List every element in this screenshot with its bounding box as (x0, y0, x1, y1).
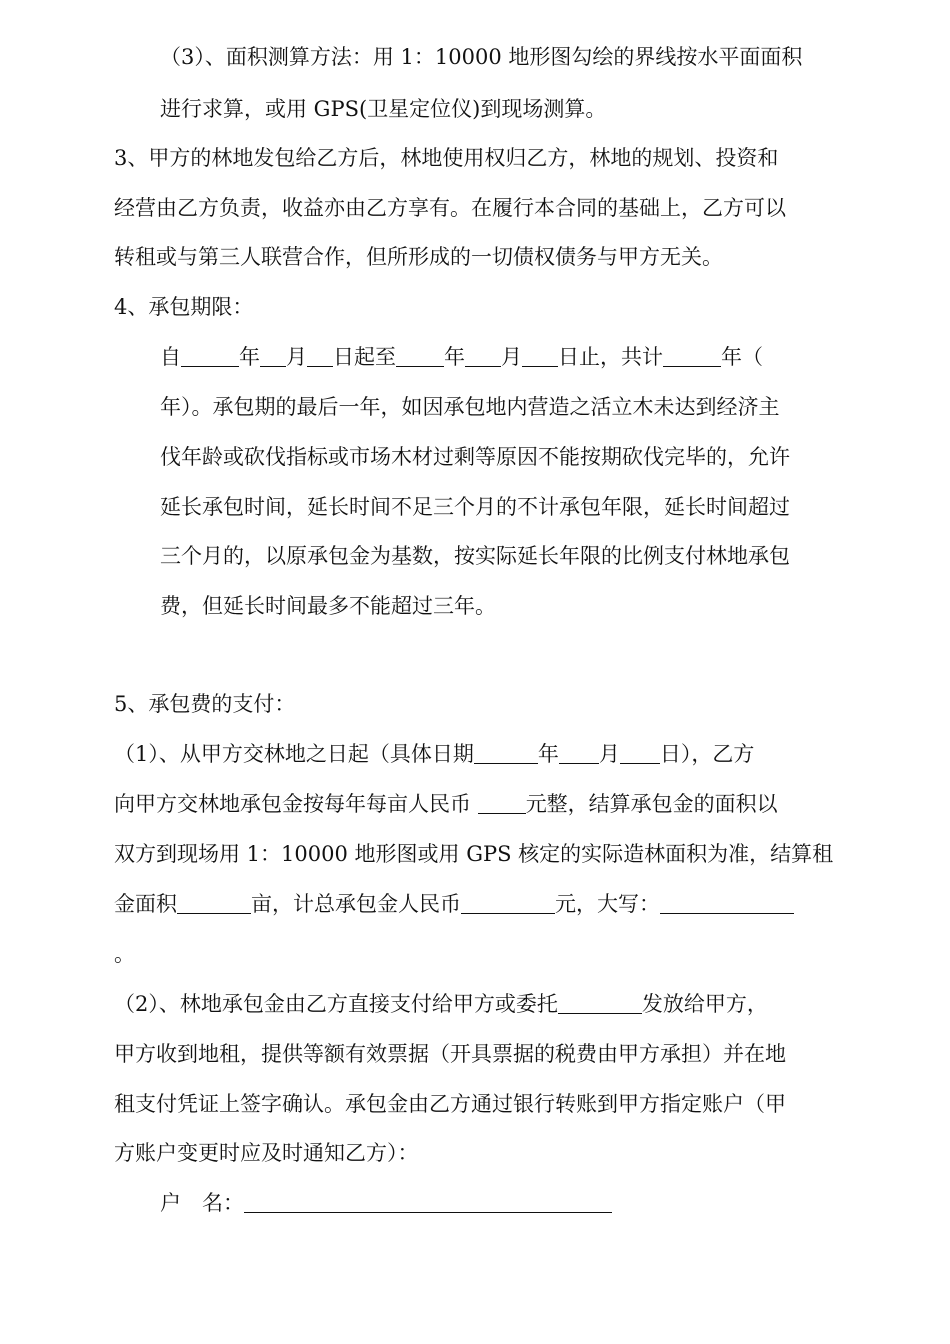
item-5-2-text-a: （2）、林地承包金由乙方直接支付给甲方或委托 (114, 992, 558, 1016)
delivery-year-blank (474, 741, 538, 764)
item-5-1-text-year: 年 (537, 742, 559, 766)
item-5-1-text-a: （1）、从甲方交林地之日起（具体日期 (114, 742, 474, 766)
term-text-to: 日起至 (333, 345, 396, 369)
item-5-2-line-1 (114, 989, 768, 1019)
item-5-1-line-2 (114, 789, 778, 819)
item-3-line-2: 经营由乙方负责，收益亦由乙方享有。在履行本合同的基础上，乙方可以 (114, 196, 786, 220)
item-4-line-5: 三个月的，以原承包金为基数，按实际延长年限的比例支付林地承包 (160, 544, 790, 568)
start-day-blank (307, 344, 333, 367)
end-day-blank (522, 344, 558, 367)
item-5-2-text-b: 发放给甲方， (641, 992, 768, 1016)
item-5-1-text-day: 日），乙方 (659, 742, 755, 766)
item-5-1-line-1 (114, 739, 754, 769)
item-5-1-text-month: 月 (598, 742, 620, 766)
rate-per-mu-blank (478, 791, 526, 814)
start-year-blank (181, 344, 239, 367)
delivery-day-blank (620, 741, 660, 764)
item-5-heading: 5、承包费的支付： (114, 692, 296, 716)
item-4-line-3: 伐年龄或砍伐指标或市场木材过剩等原因不能按期砍伐完毕的，允许 (160, 445, 790, 469)
item-5-1-line-4 (114, 889, 794, 919)
end-month-blank (465, 344, 501, 367)
item-5-2-line-4: 方账户变更时应及时通知乙方）： (114, 1141, 419, 1165)
item-4-line-6: 费，但延长时间最多不能超过三年。 (160, 594, 496, 618)
item-5-1-text-area: 金面积 (114, 892, 177, 916)
account-name-label: 户 名： (160, 1191, 244, 1215)
item-5-1-line-3: 双方到现场用 1：10000 地形图或用 GPS 核定的实际造林面积为准，结算租 (114, 842, 834, 866)
total-amount-blank (461, 891, 555, 914)
account-name-blank (244, 1190, 612, 1213)
term-text-total: 日止，共计 (558, 345, 663, 369)
total-years-blank (663, 344, 721, 367)
item-5-2-line-3: 租支付凭证上签字确认。承包金由乙方通过银行转账到甲方指定账户（甲 (114, 1092, 786, 1116)
account-name-line (160, 1188, 612, 1218)
item-5-1-text-uppercase: 元，大写： (555, 892, 660, 916)
item-4-heading: 4、承包期限： (114, 295, 254, 319)
term-text-month: 月 (286, 345, 307, 369)
amount-in-words-blank (660, 891, 794, 914)
item-4-line-4: 延长承包时间，延长时间不足三个月的不计承包年限，延长时间超过 (160, 495, 790, 519)
entrusted-party-blank (558, 991, 642, 1014)
area-mu-blank (177, 891, 251, 914)
item-5-1-text-total: 亩，计总承包金人民币 (251, 892, 461, 916)
term-text-from: 自 (160, 345, 181, 369)
item-5-2-line-2: 甲方收到地租，提供等额有效票据（开具票据的税费由甲方承担）并在地 (114, 1042, 786, 1066)
item-4-term-line (160, 342, 763, 372)
term-text-year-3: 年（ (721, 345, 763, 369)
item-5-1-line-5: 。 (114, 942, 135, 966)
delivery-month-blank (559, 741, 599, 764)
item-3-line-3: 转租或与第三人联营合作，但所形成的一切债权债务与甲方无关。 (114, 245, 723, 269)
term-text-month-2: 月 (501, 345, 522, 369)
term-text-year: 年 (239, 345, 260, 369)
item-3-line-1: 3、甲方的林地发包给乙方后，林地使用权归乙方，林地的规划、投资和 (114, 146, 779, 170)
item-2-3-line-1: （3）、面积测算方法：用 1：10000 地形图勾绘的界线按水平面面积 (160, 45, 803, 69)
item-5-1-text-yuan: 元整，结算承包金的面积以 (525, 792, 778, 816)
end-year-blank (396, 344, 444, 367)
item-5-1-text-rate: 向甲方交林地承包金按每年每亩人民币 (114, 792, 478, 816)
term-text-year-2: 年 (444, 345, 465, 369)
start-month-blank (260, 344, 286, 367)
item-4-line-2: 年）。承包期的最后一年，如因承包地内营造之活立木未达到经济主 (160, 395, 780, 419)
item-2-3-line-2: 进行求算，或用 GPS(卫星定位仪)到现场测算。 (160, 97, 607, 121)
